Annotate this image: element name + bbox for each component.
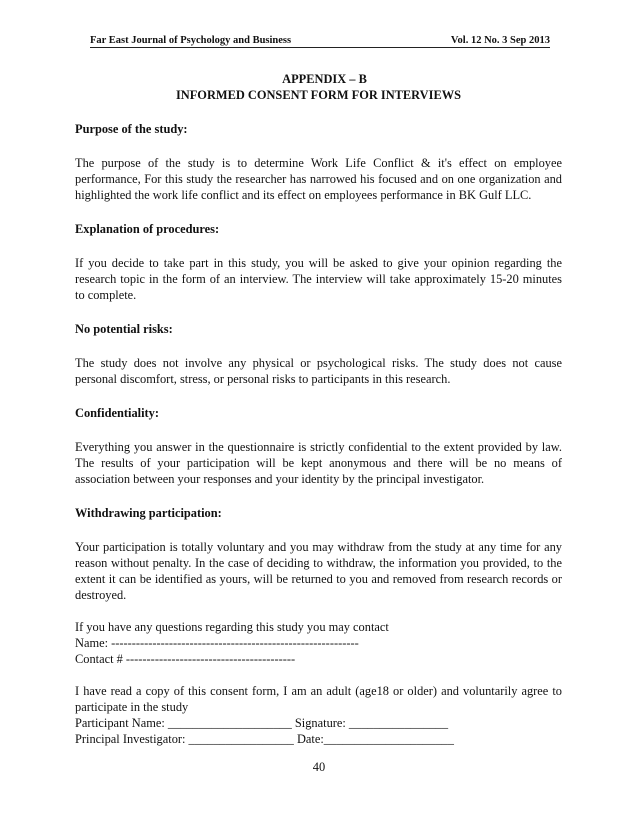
contact-intro: If you have any questions regarding this study you may contact bbox=[75, 620, 389, 634]
volume-info: Vol. 12 No. 3 Sep 2013 bbox=[450, 35, 550, 46]
confidentiality-heading: Confidentiality: bbox=[75, 406, 159, 420]
risks-paragraph: The study does not involve any physical or psychological risks. The study does not cause personal discomfort, stress, or personal risks to participants in this research. bbox=[75, 356, 562, 386]
withdrawing-paragraph: Your participation is totally voluntary and you may withdraw from the study at any time for any reason without penalty. In the case of deciding to withdraw, the information you provided, to the extent it can be identified as yours, will be returned to you and removed from research records or destroyed. bbox=[75, 540, 562, 602]
page-number: 40 bbox=[312, 760, 326, 774]
form-title: INFORMED CONSENT FORM FOR INTERVIEWS bbox=[175, 88, 462, 102]
procedures-heading: Explanation of procedures: bbox=[75, 222, 220, 236]
document-body bbox=[75, 71, 562, 747]
confidentiality-paragraph: Everything you answer in the questionnaire is strictly confidential to the extent provided by law. The results of your participation will be kept anonymous and there will be no means of association between your responses and your identity by the principal investigator. bbox=[75, 440, 562, 486]
contact-name-line: Name: ------------------------------------------------------------ bbox=[75, 636, 359, 650]
procedures-paragraph: If you decide to take part in this study, you will be asked to give your opinion regarding the research topic in the form of an interview. The interview will take approximately 15-20 minutes to complete. bbox=[75, 256, 562, 302]
withdrawing-heading: Withdrawing participation: bbox=[75, 506, 222, 520]
consent-statement: I have read a copy of this consent form, I am an adult (age18 or older) and voluntarily agree to participate in the study bbox=[75, 684, 562, 714]
running-header bbox=[90, 35, 550, 48]
risks-heading: No potential risks: bbox=[75, 322, 173, 336]
contact-number-line: Contact # ----------------------------------------- bbox=[75, 652, 296, 666]
investigator-date-line: Principal Investigator: _________________ Date:_____________________ bbox=[75, 732, 454, 746]
participant-signature-line: Participant Name: ____________________ Signature: ________________ bbox=[75, 716, 449, 730]
document-title bbox=[75, 71, 562, 103]
appendix-title: APPENDIX – B bbox=[282, 72, 367, 86]
purpose-paragraph: The purpose of the study is to determine Work Life Conflict & it's effect on employee performance, For this study the researcher has narrowed his focused and on one organization and highlighted the work life conflict and its effect on employees performance in BK Gulf LLC. bbox=[75, 156, 562, 202]
purpose-heading: Purpose of the study: bbox=[75, 122, 188, 136]
journal-title: Far East Journal of Psychology and Business bbox=[90, 35, 292, 46]
